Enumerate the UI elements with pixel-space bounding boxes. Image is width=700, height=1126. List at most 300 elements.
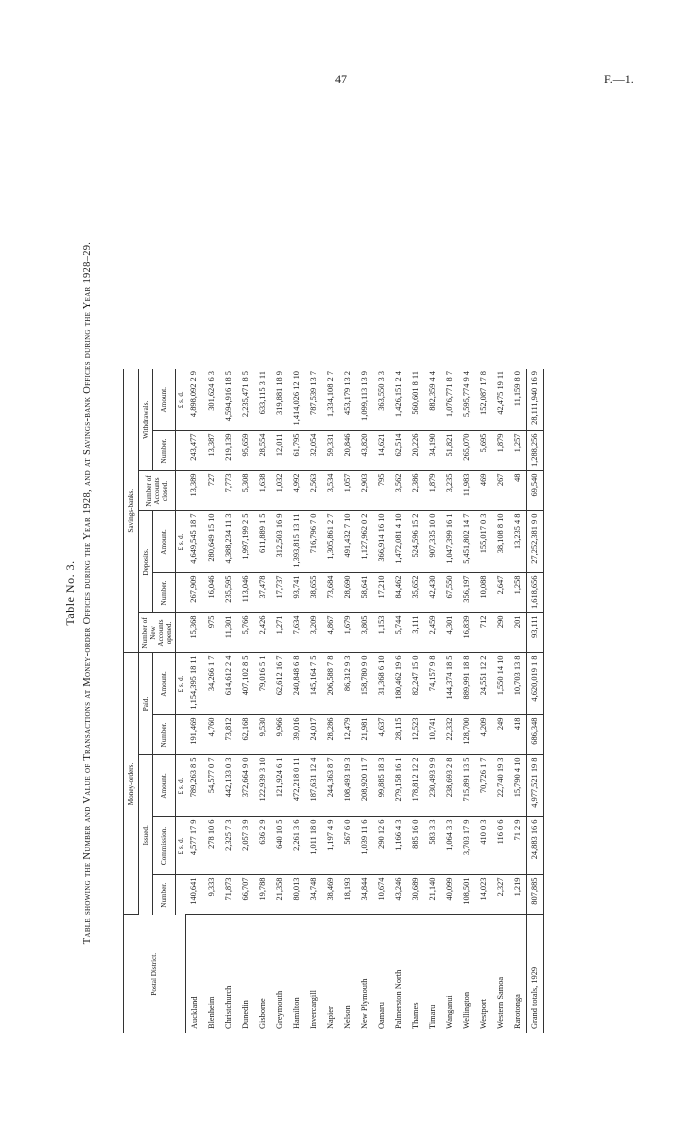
- withdrawals-number-cell: 20,846: [339, 431, 356, 471]
- paid-amount-cell: 1,550 14 10: [492, 653, 509, 715]
- table-row: [220, 369, 237, 1033]
- new-accounts-cell: 290: [492, 613, 509, 653]
- withdrawals-amount-cell: 2,235,471 8 5: [237, 369, 254, 431]
- commission-cell: 71 2 9: [509, 817, 527, 875]
- rotated-table-page: [63, 83, 663, 1103]
- deposits-number-cell: 1,258: [509, 573, 527, 613]
- new-accounts-cell: 7,634: [288, 613, 305, 653]
- issued-number-cell: 43,246: [390, 875, 407, 915]
- issued-number-cell: 34,748: [305, 875, 322, 915]
- table-row: [356, 369, 373, 1033]
- deposits-number-cell: 17,737: [271, 573, 288, 613]
- table-body: [185, 369, 543, 1033]
- issued-number-cell: 19,788: [254, 875, 271, 915]
- issued-amount-cell: 372,664 9 0: [237, 755, 254, 817]
- transactions-table: [123, 369, 544, 1033]
- issued-number-cell: 40,099: [441, 875, 458, 915]
- grand-total-row: [526, 369, 543, 1033]
- subtitle-text: Table showing the Number and Value of Transactions at Money-order Offices during the Year 1928, and at Savings-bank Offices during the Year 1928–29.: [82, 241, 93, 945]
- new-accounts-cell: 11,301: [220, 613, 237, 653]
- issued-amount-cell: 4,977,521 19 8: [526, 755, 543, 817]
- withdrawals-amount-cell: 1,414,026 12 10: [288, 369, 305, 431]
- deposits-amount-cell: 1,127,962 0 2: [356, 511, 373, 573]
- district-cell: Blenheim: [206, 996, 216, 1029]
- header-district: Postal District.: [124, 915, 186, 1033]
- table-row: [424, 369, 441, 1033]
- issued-number-cell: 66,707: [237, 875, 254, 915]
- header-money-orders: Money-orders.: [124, 653, 139, 915]
- closed-accounts-cell: 48: [509, 471, 527, 511]
- paid-amount-cell: 407,102 8 5: [237, 653, 254, 715]
- table-row: [458, 369, 475, 1033]
- paid-number-cell: 12,479: [339, 715, 356, 755]
- paid-number-cell: 73,812: [220, 715, 237, 755]
- paid-amount-cell: 10,703 13 8: [509, 653, 527, 715]
- withdrawals-number-cell: 12,011: [271, 431, 288, 471]
- paid-number-cell: 418: [509, 715, 527, 755]
- new-accounts-cell: 3,805: [356, 613, 373, 653]
- deposits-number-cell: 356,197: [458, 573, 475, 613]
- new-accounts-cell: 4,301: [441, 613, 458, 653]
- withdrawals-number-cell: 95,659: [237, 431, 254, 471]
- closed-accounts-cell: 3,562: [390, 471, 407, 511]
- issued-number-cell: 71,873: [220, 875, 237, 915]
- deposits-number-cell: 42,430: [424, 573, 441, 613]
- closed-accounts-cell: 267: [492, 471, 509, 511]
- deposits-amount-cell: 611,889 1 5: [254, 511, 271, 573]
- district-cell: New Plymouth: [359, 978, 369, 1029]
- paid-number-cell: 21,981: [356, 715, 373, 755]
- commission-cell: 410 0 3: [475, 817, 492, 875]
- commission-cell: 567 6 0: [339, 817, 356, 875]
- header-issued: Issued.: [139, 755, 153, 915]
- deposits-number-cell: 35,652: [407, 573, 424, 613]
- issued-amount-cell: 208,920 11 7: [356, 755, 373, 817]
- withdrawals-amount-cell: 1,099,113 13 9: [356, 369, 373, 431]
- issued-amount-cell: 99,885 18 3: [373, 755, 390, 817]
- header-number: Number.: [153, 715, 176, 755]
- paid-number-cell: 22,332: [441, 715, 458, 755]
- deposits-number-cell: 67,550: [441, 573, 458, 613]
- withdrawals-amount-cell: 560,601 8 11: [407, 369, 424, 431]
- commission-cell: 4,577 17 9: [185, 817, 203, 875]
- units-label: £ s. d.: [176, 755, 186, 817]
- header-amount: Amount.: [153, 653, 176, 715]
- issued-number-cell: 10,674: [373, 875, 390, 915]
- table-row: [305, 369, 322, 1033]
- closed-accounts-cell: 4,992: [288, 471, 305, 511]
- issued-amount-cell: 187,631 12 4: [305, 755, 322, 817]
- deposits-amount-cell: 366,914 16 10: [373, 511, 390, 573]
- commission-cell: 636 2 9: [254, 817, 271, 875]
- issued-number-cell: 34,844: [356, 875, 373, 915]
- issued-amount-cell: 178,812 12 2: [407, 755, 424, 817]
- district-cell: Greymouth: [274, 990, 284, 1029]
- commission-cell: 24,883 16 6: [526, 817, 543, 875]
- page-number: 47: [335, 72, 347, 86]
- district-cell: Palmerston North: [393, 969, 403, 1029]
- deposits-amount-cell: 13,235 4 8: [509, 511, 527, 573]
- deposits-amount-cell: 280,649 15 10: [203, 511, 220, 573]
- closed-accounts-cell: 13,389: [185, 471, 203, 511]
- issued-number-cell: 30,689: [407, 875, 424, 915]
- paid-amount-cell: 1,154,395 18 11: [185, 653, 203, 715]
- table-row: [475, 369, 492, 1033]
- withdrawals-amount-cell: 5,595,774 9 4: [458, 369, 475, 431]
- table-row: [185, 369, 203, 1033]
- table-title: Table No. 3.: [63, 560, 77, 626]
- withdrawals-number-cell: 243,477: [185, 431, 203, 471]
- district-cell: Timaru: [427, 1004, 437, 1029]
- header-deposits: Deposits.: [139, 511, 153, 613]
- district-cell: Wellington: [461, 991, 471, 1029]
- paid-number-cell: 28,286: [322, 715, 339, 755]
- commission-cell: 2,261 3 6: [288, 817, 305, 875]
- issued-amount-cell: 122,939 3 10: [254, 755, 271, 817]
- closed-accounts-cell: 3,235: [441, 471, 458, 511]
- header-number: Number.: [153, 573, 176, 613]
- paid-number-cell: 4,637: [373, 715, 390, 755]
- withdrawals-number-cell: 51,821: [441, 431, 458, 471]
- header-number: Number.: [153, 431, 176, 471]
- paid-number-cell: 249: [492, 715, 509, 755]
- table-row: [237, 369, 254, 1033]
- deposits-number-cell: 113,046: [237, 573, 254, 613]
- withdrawals-amount-cell: 453,179 13 2: [339, 369, 356, 431]
- commission-cell: 1,039 11 6: [356, 817, 373, 875]
- table-row: [339, 369, 356, 1033]
- paid-amount-cell: 889,991 18 8: [458, 653, 475, 715]
- withdrawals-amount-cell: 11,159 8 0: [509, 369, 527, 431]
- issued-number-cell: 1,219: [509, 875, 527, 915]
- deposits-amount-cell: 5,451,802 14 7: [458, 511, 475, 573]
- closed-accounts-cell: 2,386: [407, 471, 424, 511]
- issued-number-cell: 140,641: [185, 875, 203, 915]
- closed-accounts-cell: 3,534: [322, 471, 339, 511]
- issued-amount-cell: 54,577 0 7: [203, 755, 220, 817]
- paid-number-cell: 9,966: [271, 715, 288, 755]
- table-row: [509, 369, 527, 1033]
- issued-number-cell: 21,358: [271, 875, 288, 915]
- closed-accounts-cell: 1,638: [254, 471, 271, 511]
- issued-number-cell: 2,327: [492, 875, 509, 915]
- table-row: [390, 369, 407, 1033]
- issued-amount-cell: 715,891 13 5: [458, 755, 475, 817]
- table-row: [441, 369, 458, 1033]
- closed-accounts-cell: 1,879: [424, 471, 441, 511]
- table-row: [322, 369, 339, 1033]
- new-accounts-cell: 4,867: [322, 613, 339, 653]
- closed-accounts-cell: 7,773: [220, 471, 237, 511]
- paid-amount-cell: 144,374 18 5: [441, 653, 458, 715]
- units-label: £ s. d.: [176, 369, 186, 431]
- deposits-number-cell: 17,210: [373, 573, 390, 613]
- deposits-amount-cell: 1,997,199 2 5: [237, 511, 254, 573]
- issued-amount-cell: 230,493 9 9: [424, 755, 441, 817]
- commission-cell: 885 16 0: [407, 817, 424, 875]
- new-accounts-cell: 5,766: [237, 613, 254, 653]
- district-cell: Christchurch: [223, 985, 233, 1029]
- paid-number-cell: 191,469: [185, 715, 203, 755]
- paid-amount-cell: 74,157 9 8: [424, 653, 441, 715]
- withdrawals-amount-cell: 4,898,092 2 9: [185, 369, 203, 431]
- deposits-number-cell: 93,741: [288, 573, 305, 613]
- commission-cell: 1,011 18 0: [305, 817, 322, 875]
- deposits-number-cell: 235,595: [220, 573, 237, 613]
- closed-accounts-cell: 69,540: [526, 471, 543, 511]
- deposits-amount-cell: 907,335 10 0: [424, 511, 441, 573]
- withdrawals-number-cell: 1,257: [509, 431, 527, 471]
- table-row: [254, 369, 271, 1033]
- issued-number-cell: 14,023: [475, 875, 492, 915]
- deposits-amount-cell: 524,596 15 2: [407, 511, 424, 573]
- withdrawals-number-cell: 13,387: [203, 431, 220, 471]
- withdrawals-amount-cell: 882,359 4 4: [424, 369, 441, 431]
- closed-accounts-cell: 1,057: [339, 471, 356, 511]
- table-row: [373, 369, 390, 1033]
- issued-amount-cell: 472,218 0 11: [288, 755, 305, 817]
- district-cell: Grand totals, 1929: [526, 915, 543, 1033]
- withdrawals-amount-cell: 633,115 3 11: [254, 369, 271, 431]
- new-accounts-cell: 1,153: [373, 613, 390, 653]
- issued-number-cell: 38,469: [322, 875, 339, 915]
- new-accounts-cell: 3,111: [407, 613, 424, 653]
- commission-cell: 1,197 4 9: [322, 817, 339, 875]
- commission-cell: 3,703 17 9: [458, 817, 475, 875]
- withdrawals-number-cell: 219,139: [220, 431, 237, 471]
- deposits-amount-cell: 1,393,815 13 11: [288, 511, 305, 573]
- issued-number-cell: 18,193: [339, 875, 356, 915]
- district-cell: Wanganui: [444, 995, 454, 1029]
- district-cell: Gisborne: [257, 998, 267, 1029]
- commission-cell: 583 3 3: [424, 817, 441, 875]
- withdrawals-amount-cell: 28,111,940 16 9: [526, 369, 543, 431]
- district-cell: Oamaru: [376, 1002, 386, 1029]
- district-cell: Rarotonga: [512, 994, 522, 1029]
- issued-amount-cell: 15,790 4 10: [509, 755, 527, 817]
- withdrawals-number-cell: 1,879: [492, 431, 509, 471]
- closed-accounts-cell: 1,032: [271, 471, 288, 511]
- commission-cell: 290 12 6: [373, 817, 390, 875]
- header-new-accounts: Number of New Accounts opened.: [139, 613, 176, 653]
- paid-amount-cell: 206,588 7 8: [322, 653, 339, 715]
- deposits-amount-cell: 4,649,545 18 7: [185, 511, 203, 573]
- paid-amount-cell: 86,312 9 3: [339, 653, 356, 715]
- withdrawals-amount-cell: 301,624 6 3: [203, 369, 220, 431]
- issued-number-cell: 9,333: [203, 875, 220, 915]
- header-amount: Amount.: [153, 755, 176, 817]
- withdrawals-amount-cell: 1,076,771 8 7: [441, 369, 458, 431]
- new-accounts-cell: 93,111: [526, 613, 543, 653]
- new-accounts-cell: 2,426: [254, 613, 271, 653]
- deposits-amount-cell: 1,305,861 2 7: [322, 511, 339, 573]
- paid-number-cell: 12,523: [407, 715, 424, 755]
- withdrawals-number-cell: 43,820: [356, 431, 373, 471]
- withdrawals-number-cell: 61,795: [288, 431, 305, 471]
- commission-cell: 2,325 7 3: [220, 817, 237, 875]
- deposits-number-cell: 84,462: [390, 573, 407, 613]
- commission-cell: 2,057 3 9: [237, 817, 254, 875]
- withdrawals-number-cell: 265,070: [458, 431, 475, 471]
- withdrawals-number-cell: 20,226: [407, 431, 424, 471]
- closed-accounts-cell: 727: [203, 471, 220, 511]
- new-accounts-cell: 975: [203, 613, 220, 653]
- district-cell: Westport: [478, 998, 488, 1029]
- new-accounts-cell: 1,679: [339, 613, 356, 653]
- header-withdrawals: Withdrawals.: [139, 369, 153, 471]
- deposits-amount-cell: 716,796 7 0: [305, 511, 322, 573]
- commission-cell: 1,166 4 3: [390, 817, 407, 875]
- header-commission: Commission.: [153, 817, 176, 875]
- table-subtitle: [81, 83, 95, 1103]
- closed-accounts-cell: 469: [475, 471, 492, 511]
- header-savings-banks: Savings-banks.: [124, 369, 139, 653]
- new-accounts-cell: 201: [509, 613, 527, 653]
- paid-amount-cell: 24,551 12 2: [475, 653, 492, 715]
- withdrawals-number-cell: 34,190: [424, 431, 441, 471]
- table-row: [407, 369, 424, 1033]
- units-label: £ s. d.: [176, 817, 186, 875]
- commission-cell: 116 0 6: [492, 817, 509, 875]
- deposits-amount-cell: 4,388,234 11 3: [220, 511, 237, 573]
- withdrawals-number-cell: 62,514: [390, 431, 407, 471]
- deposits-number-cell: 58,641: [356, 573, 373, 613]
- deposits-amount-cell: 312,503 16 9: [271, 511, 288, 573]
- deposits-number-cell: 73,684: [322, 573, 339, 613]
- closed-accounts-cell: 11,983: [458, 471, 475, 511]
- issued-amount-cell: 279,158 16 1: [390, 755, 407, 817]
- issued-amount-cell: 121,924 6 1: [271, 755, 288, 817]
- district-cell: Thames: [410, 1002, 420, 1029]
- closed-accounts-cell: 5,308: [237, 471, 254, 511]
- issued-number-cell: 807,885: [526, 875, 543, 915]
- header-paid: Paid.: [139, 653, 153, 755]
- header-amount: Amount.: [153, 369, 176, 431]
- district-cell: Invercargill: [308, 990, 318, 1029]
- units-label: £ s. d.: [176, 653, 186, 715]
- district-cell: Nelson: [342, 1005, 352, 1029]
- paid-number-cell: 24,017: [305, 715, 322, 755]
- paid-number-cell: 128,700: [458, 715, 475, 755]
- deposits-number-cell: 16,046: [203, 573, 220, 613]
- commission-cell: 1,064 3 3: [441, 817, 458, 875]
- withdrawals-amount-cell: 363,550 3 3: [373, 369, 390, 431]
- paid-amount-cell: 614,612 2 4: [220, 653, 237, 715]
- withdrawals-amount-cell: 319,881 18 9: [271, 369, 288, 431]
- withdrawals-number-cell: 28,554: [254, 431, 271, 471]
- withdrawals-amount-cell: 4,594,916 18 5: [220, 369, 237, 431]
- paid-amount-cell: 4,620,019 1 8: [526, 653, 543, 715]
- paid-amount-cell: 158,780 9 0: [356, 653, 373, 715]
- new-accounts-cell: 16,839: [458, 613, 475, 653]
- issued-amount-cell: 244,363 8 7: [322, 755, 339, 817]
- deposits-amount-cell: 155,017 0 3: [475, 511, 492, 573]
- table-row: [492, 369, 509, 1033]
- closed-accounts-cell: 2,563: [305, 471, 322, 511]
- withdrawals-number-cell: 1,288,256: [526, 431, 543, 471]
- paid-amount-cell: 82,247 15 0: [407, 653, 424, 715]
- paid-number-cell: 39,016: [288, 715, 305, 755]
- withdrawals-amount-cell: 1,334,108 2 7: [322, 369, 339, 431]
- issued-amount-cell: 22,740 19 3: [492, 755, 509, 817]
- table-row: [271, 369, 288, 1033]
- paid-amount-cell: 240,848 6 8: [288, 653, 305, 715]
- commission-cell: 278 10 6: [203, 817, 220, 875]
- withdrawals-number-cell: 32,054: [305, 431, 322, 471]
- paid-number-cell: 9,530: [254, 715, 271, 755]
- issued-number-cell: 108,501: [458, 875, 475, 915]
- paid-amount-cell: 145,164 7 5: [305, 653, 322, 715]
- deposits-amount-cell: 491,432 7 10: [339, 511, 356, 573]
- district-cell: Hamilton: [291, 997, 301, 1029]
- paid-number-cell: 4,760: [203, 715, 220, 755]
- paid-amount-cell: 62,612 16 7: [271, 653, 288, 715]
- units-label: £ s. d.: [176, 511, 186, 573]
- issued-number-cell: 21,140: [424, 875, 441, 915]
- paid-amount-cell: 31,368 6 10: [373, 653, 390, 715]
- paid-amount-cell: 34,266 1 7: [203, 653, 220, 715]
- deposits-number-cell: 38,655: [305, 573, 322, 613]
- new-accounts-cell: 5,744: [390, 613, 407, 653]
- deposits-number-cell: 267,909: [185, 573, 203, 613]
- new-accounts-cell: 712: [475, 613, 492, 653]
- paid-amount-cell: 79,016 5 1: [254, 653, 271, 715]
- issued-amount-cell: 442,133 0 3: [220, 755, 237, 817]
- paid-number-cell: 4,209: [475, 715, 492, 755]
- closed-accounts-cell: 795: [373, 471, 390, 511]
- table-row: [288, 369, 305, 1033]
- table-row: [203, 369, 220, 1033]
- district-cell: Napier: [325, 1006, 335, 1029]
- district-cell: Western Samoa: [495, 976, 505, 1029]
- withdrawals-amount-cell: 152,087 17 8: [475, 369, 492, 431]
- withdrawals-number-cell: 14,621: [373, 431, 390, 471]
- paid-number-cell: 10,741: [424, 715, 441, 755]
- deposits-number-cell: 37,478: [254, 573, 271, 613]
- paid-number-cell: 62,168: [237, 715, 254, 755]
- withdrawals-amount-cell: 787,539 13 7: [305, 369, 322, 431]
- issued-amount-cell: 789,263 8 5: [185, 755, 203, 817]
- issued-amount-cell: 108,493 19 3: [339, 755, 356, 817]
- paid-number-cell: 28,115: [390, 715, 407, 755]
- closed-accounts-cell: 2,903: [356, 471, 373, 511]
- header-amount: Amount.: [153, 511, 176, 573]
- withdrawals-number-cell: 59,331: [322, 431, 339, 471]
- commission-cell: 640 10 5: [271, 817, 288, 875]
- new-accounts-cell: 1,271: [271, 613, 288, 653]
- paid-number-cell: 686,348: [526, 715, 543, 755]
- deposits-amount-cell: 1,472,081 4 10: [390, 511, 407, 573]
- deposits-number-cell: 1,618,656: [526, 573, 543, 613]
- new-accounts-cell: 2,459: [424, 613, 441, 653]
- deposits-number-cell: 2,647: [492, 573, 509, 613]
- district-cell: Auckland: [189, 996, 199, 1029]
- issued-amount-cell: 70,726 1 7: [475, 755, 492, 817]
- district-cell: Dunedin: [240, 1000, 250, 1029]
- new-accounts-cell: 3,209: [305, 613, 322, 653]
- new-accounts-cell: 15,368: [185, 613, 203, 653]
- header-number: Number.: [153, 875, 176, 915]
- header-closed-accounts: Number of Accounts closed.: [139, 471, 176, 511]
- paid-amount-cell: 180,462 19 6: [390, 653, 407, 715]
- issued-number-cell: 80,013: [288, 875, 305, 915]
- deposits-number-cell: 28,690: [339, 573, 356, 613]
- withdrawals-amount-cell: 42,475 19 11: [492, 369, 509, 431]
- deposits-amount-cell: 27,252,381 9 0: [526, 511, 543, 573]
- deposits-number-cell: 10,088: [475, 573, 492, 613]
- page-reference: F.—1.: [604, 72, 634, 86]
- deposits-amount-cell: 1,047,399 16 1: [441, 511, 458, 573]
